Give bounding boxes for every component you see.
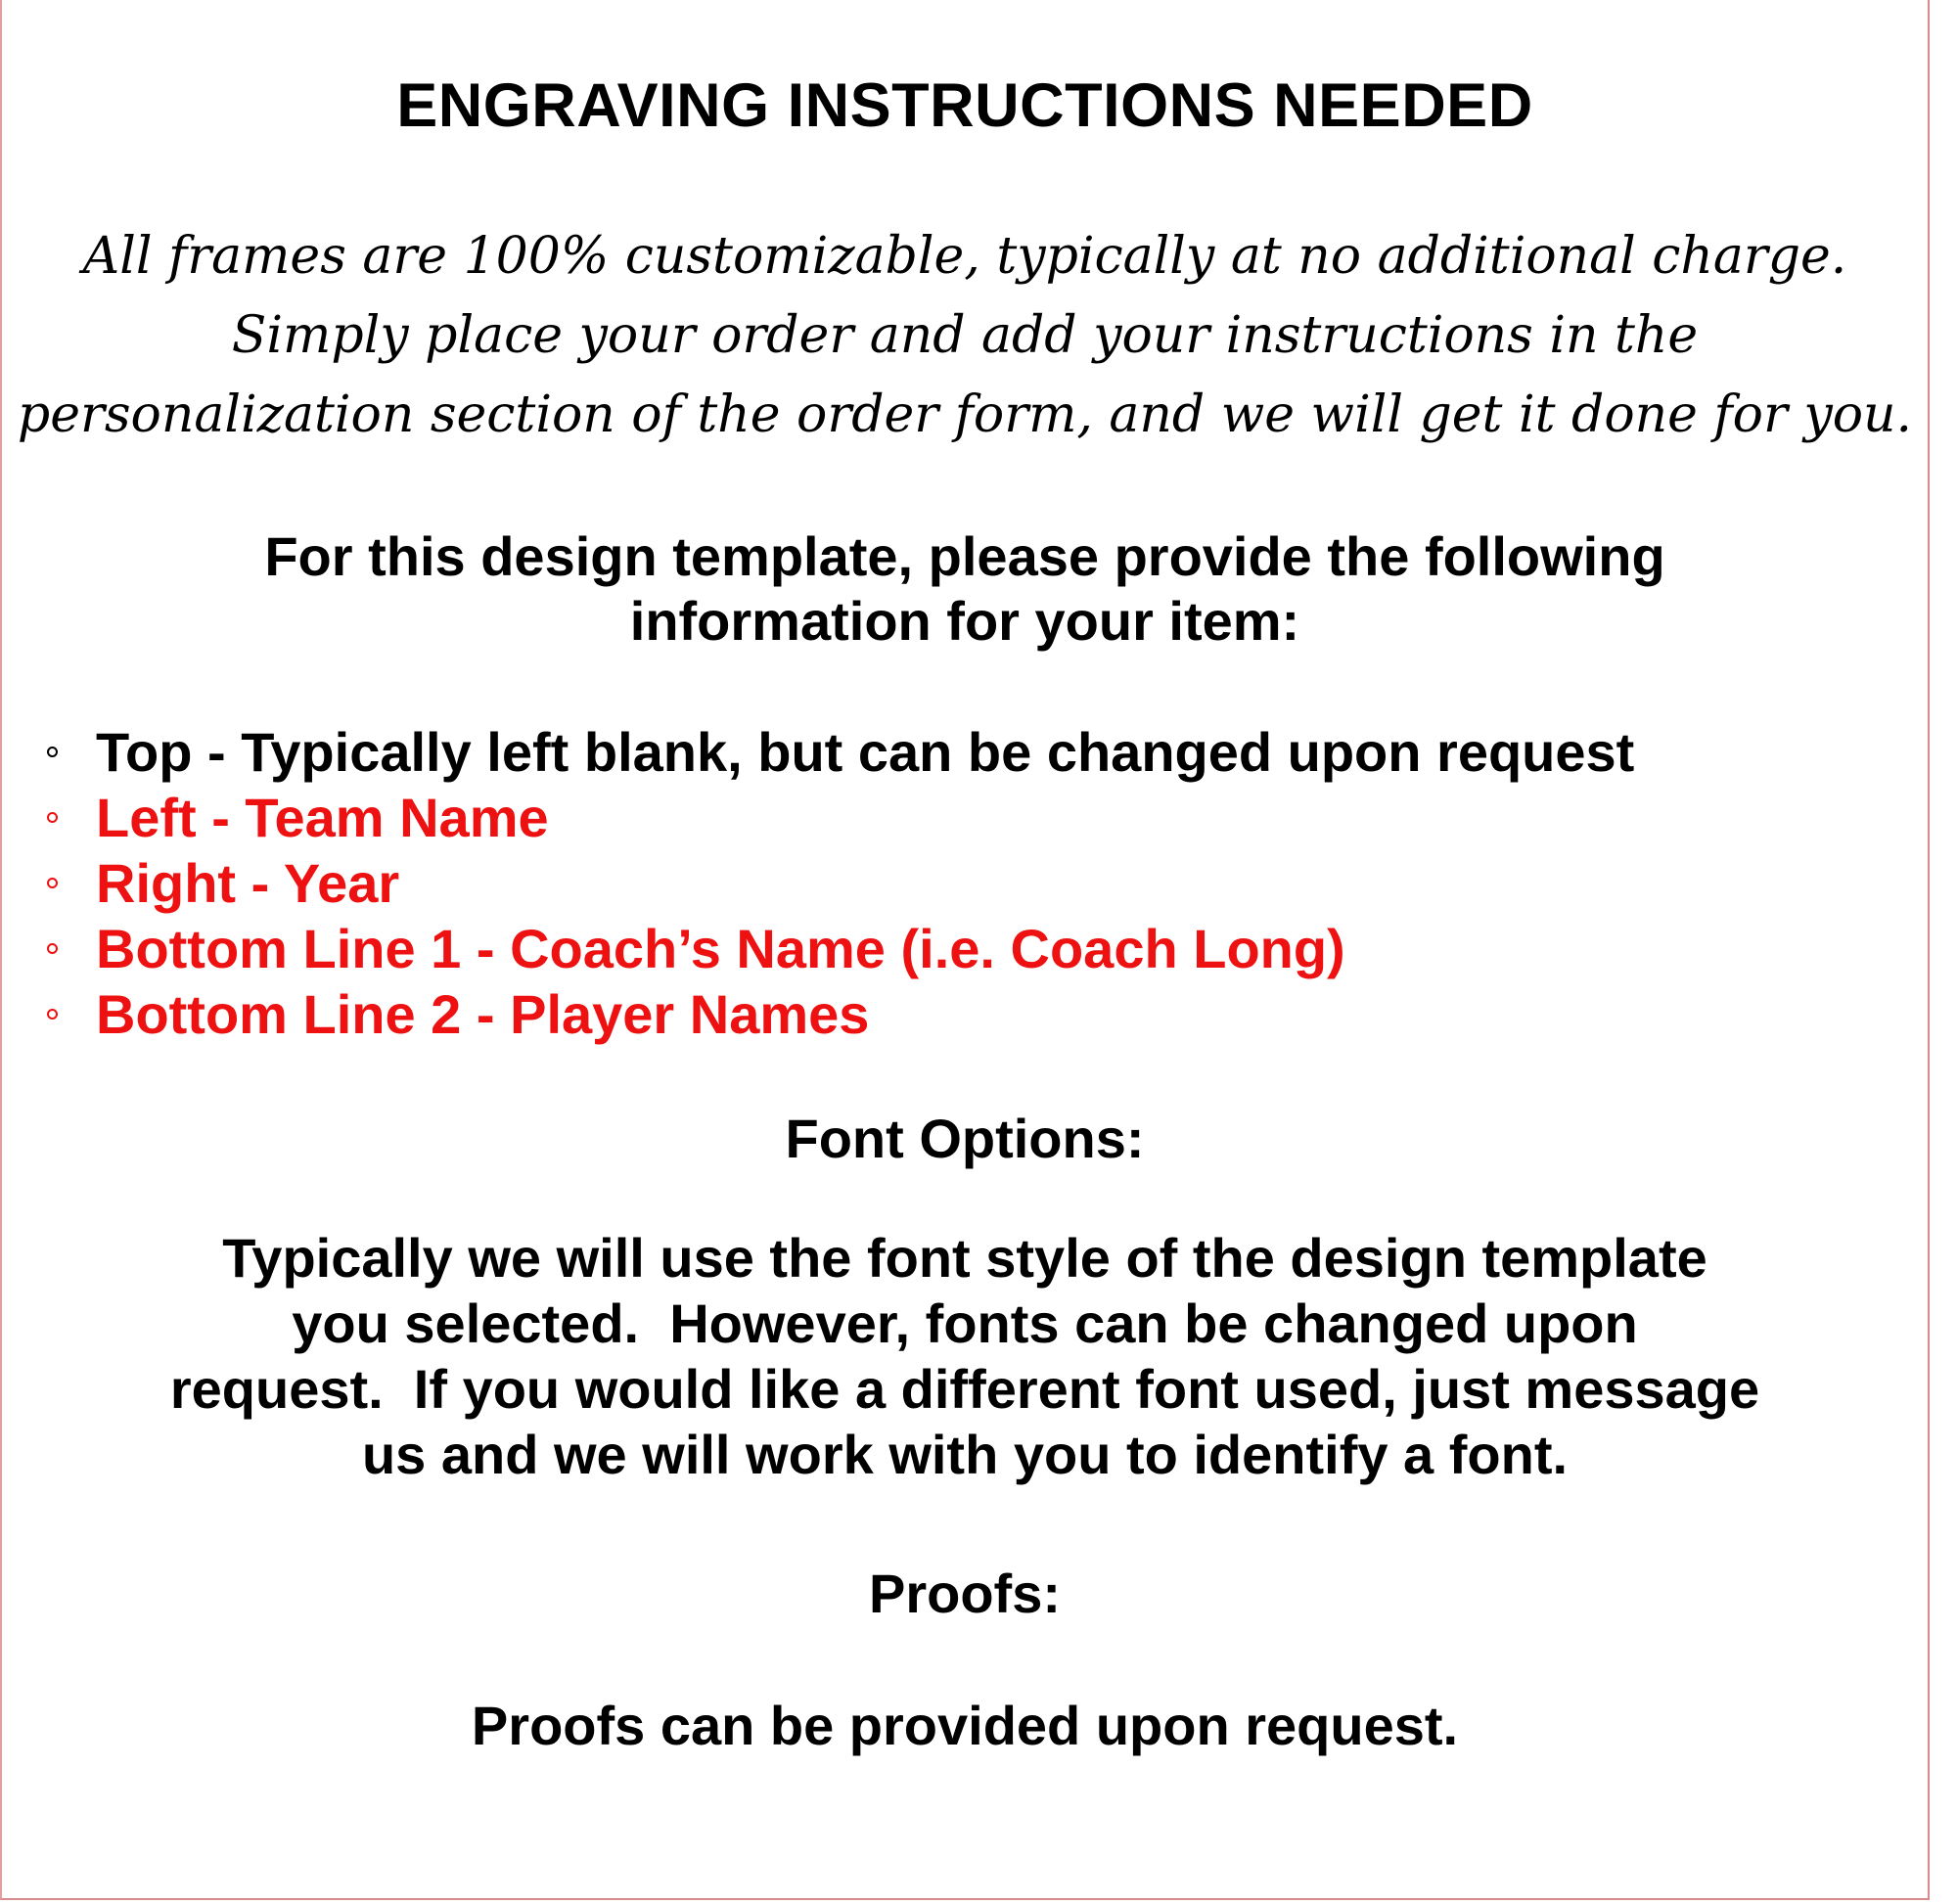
list-item-right bbox=[47, 850, 1634, 916]
proofs-heading: Proofs: bbox=[869, 1563, 1061, 1624]
template-intro-line: For this design template, please provide the following bbox=[264, 525, 1665, 587]
customization-note bbox=[0, 217, 1930, 455]
list-item-bottom-line-2 bbox=[47, 981, 1634, 1047]
list-item-label: Bottom Line 2 - Player Names bbox=[96, 983, 870, 1045]
bullet-circle-icon bbox=[47, 1009, 58, 1020]
proofs-text: Proofs can be provided upon request. bbox=[471, 1695, 1459, 1756]
list-item-label: Bottom Line 1 - Coach’s Name (i.e. Coach Long) bbox=[96, 918, 1345, 979]
font-options-line: you selected. However, fonts can be changed upon bbox=[292, 1292, 1638, 1354]
customization-note-line: All frames are 100% customizable, typically at no additional charge. bbox=[82, 227, 1847, 286]
template-intro bbox=[0, 524, 1930, 654]
list-item-bottom-line-1 bbox=[47, 916, 1634, 981]
font-options-line: request. If you would like a different font used, just message bbox=[169, 1358, 1760, 1420]
font-options-heading: Font Options: bbox=[785, 1108, 1145, 1169]
list-item-label: Left - Team Name bbox=[96, 787, 549, 848]
engraving-fields-list bbox=[47, 719, 1634, 1047]
font-options-line: Typically we will use the font style of the design template bbox=[222, 1227, 1707, 1289]
font-options-text bbox=[0, 1225, 1930, 1487]
font-options-line: us and we will work with you to identify a font. bbox=[361, 1424, 1569, 1485]
bullet-circle-icon bbox=[47, 812, 58, 823]
list-item-top bbox=[47, 719, 1634, 785]
page-title: ENGRAVING INSTRUCTIONS NEEDED bbox=[396, 71, 1533, 140]
bullet-circle-icon bbox=[47, 943, 58, 954]
bullet-circle-icon bbox=[47, 747, 58, 757]
template-intro-line: information for your item: bbox=[629, 590, 1300, 652]
list-item-label: Right - Year bbox=[96, 852, 400, 914]
customization-note-line: personalization section of the order form, and we will get it done for you. bbox=[17, 385, 1913, 444]
bullet-circle-icon bbox=[47, 878, 58, 888]
customization-note-line: Simply place your order and add your instructions in the bbox=[231, 306, 1699, 365]
list-item-left bbox=[47, 785, 1634, 850]
list-item-label: Top - Typically left blank, but can be changed upon request bbox=[96, 721, 1635, 783]
